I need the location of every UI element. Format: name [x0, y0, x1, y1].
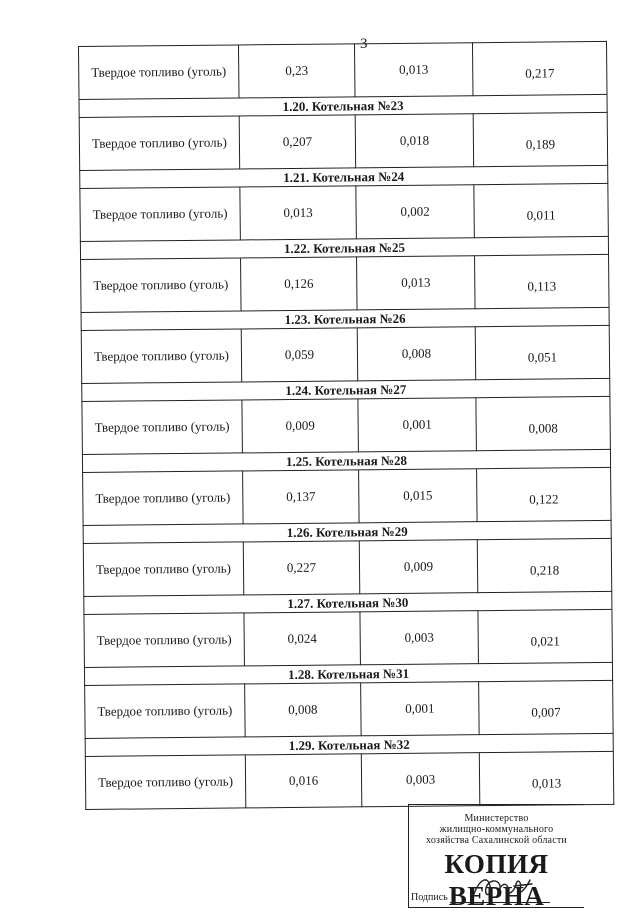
stamp-signature-label: Подпись [411, 892, 448, 903]
value-cell-1: 0,137 [243, 470, 360, 524]
value-cell-1: 0,009 [242, 399, 359, 453]
value-cell-1: 0,207 [239, 115, 356, 169]
table-row [84, 609, 612, 667]
value-cell-2: 0,003 [360, 611, 479, 665]
value-cell-3: 0,217 [472, 41, 607, 95]
value-cell-3: 0,189 [473, 112, 608, 166]
section-title: 1.29. Котельная №32 [85, 733, 613, 756]
value-cell-3: 0,113 [475, 254, 610, 308]
fuel-type-cell: Твердое топливо (уголь) [81, 258, 242, 313]
fuel-type-cell: Твердое топливо (уголь) [83, 471, 244, 526]
value-cell-2: 0,018 [355, 114, 474, 168]
value-cell-2: 0,009 [359, 540, 478, 594]
fuel-type-cell: Твердое топливо (уголь) [79, 116, 240, 171]
table-row [82, 396, 610, 454]
value-cell-3: 0,122 [477, 467, 612, 521]
value-cell-2: 0,001 [358, 398, 477, 452]
value-cell-1: 0,227 [243, 541, 360, 595]
value-cell-2: 0,001 [361, 682, 480, 736]
value-cell-2: 0,002 [356, 185, 475, 239]
value-cell-2: 0,003 [361, 753, 480, 807]
value-cell-1: 0,059 [241, 328, 358, 382]
section-title: 1.22. Котельная №25 [80, 236, 608, 259]
stamp-department-line: жилищно-коммунального [439, 824, 554, 835]
section-title: 1.26. Котельная №29 [83, 520, 611, 543]
value-cell-1: 0,23 [238, 44, 355, 98]
fuel-type-cell: Твердое топливо (уголь) [85, 755, 246, 810]
table-row [85, 751, 613, 809]
fuel-type-cell: Твердое топливо (уголь) [82, 400, 243, 455]
value-cell-1: 0,126 [241, 257, 358, 311]
value-cell-3: 0,011 [474, 183, 609, 237]
value-cell-3: 0,008 [476, 396, 611, 450]
table-row [80, 183, 608, 241]
fuel-type-cell: Твердое топливо (уголь) [84, 613, 245, 668]
value-cell-2: 0,008 [357, 327, 476, 381]
value-cell-3: 0,013 [479, 751, 614, 805]
stamp-title: КОПИЯ ВЕРНА [444, 849, 549, 911]
value-cell-2: 0,013 [357, 256, 476, 310]
section-title: 1.28. Котельная №31 [84, 662, 612, 685]
fuel-type-cell: Твердое топливо (уголь) [85, 684, 246, 739]
fuel-type-cell: Твердое топливо (уголь) [81, 329, 242, 384]
page-number: 3 [360, 36, 368, 52]
stamp-region-line: хозяйства Сахалинской области [426, 835, 567, 846]
value-cell-1: 0,024 [244, 612, 361, 666]
fuel-type-cell: Твердое топливо (уголь) [83, 542, 244, 597]
signature-line [450, 902, 550, 903]
value-cell-3: 0,051 [475, 325, 610, 379]
table-row [81, 325, 609, 383]
section-title: 1.24. Котельная №27 [82, 378, 610, 401]
section-title: 1.27. Котельная №30 [84, 591, 612, 614]
section-title: 1.23. Котельная №26 [81, 307, 609, 330]
fuel-type-cell: Твердое топливо (уголь) [79, 45, 240, 100]
section-title: 1.25. Котельная №28 [82, 449, 610, 472]
section-title: 1.20. Котельная №23 [79, 94, 607, 117]
value-cell-1: 0,013 [240, 186, 357, 240]
value-cell-2: 0,013 [354, 43, 473, 97]
value-cell-3: 0,218 [477, 538, 612, 592]
value-cell-1: 0,008 [245, 683, 362, 737]
table-row [83, 538, 611, 596]
table-row [81, 254, 609, 312]
table-row [79, 41, 607, 99]
stamp-ministry-line: Министерство [464, 813, 529, 824]
value-cell-2: 0,015 [359, 469, 478, 523]
handwritten-signature [470, 872, 540, 902]
boiler-fuel-table [78, 41, 614, 810]
value-cell-1: 0,016 [245, 754, 362, 808]
section-title: 1.21. Котельная №24 [80, 165, 608, 188]
table-row [83, 467, 611, 525]
fuel-type-cell: Твердое топливо (уголь) [80, 187, 241, 242]
table-row [79, 112, 607, 170]
value-cell-3: 0,021 [478, 609, 613, 663]
table-row [85, 680, 613, 738]
value-cell-3: 0,007 [479, 680, 614, 734]
